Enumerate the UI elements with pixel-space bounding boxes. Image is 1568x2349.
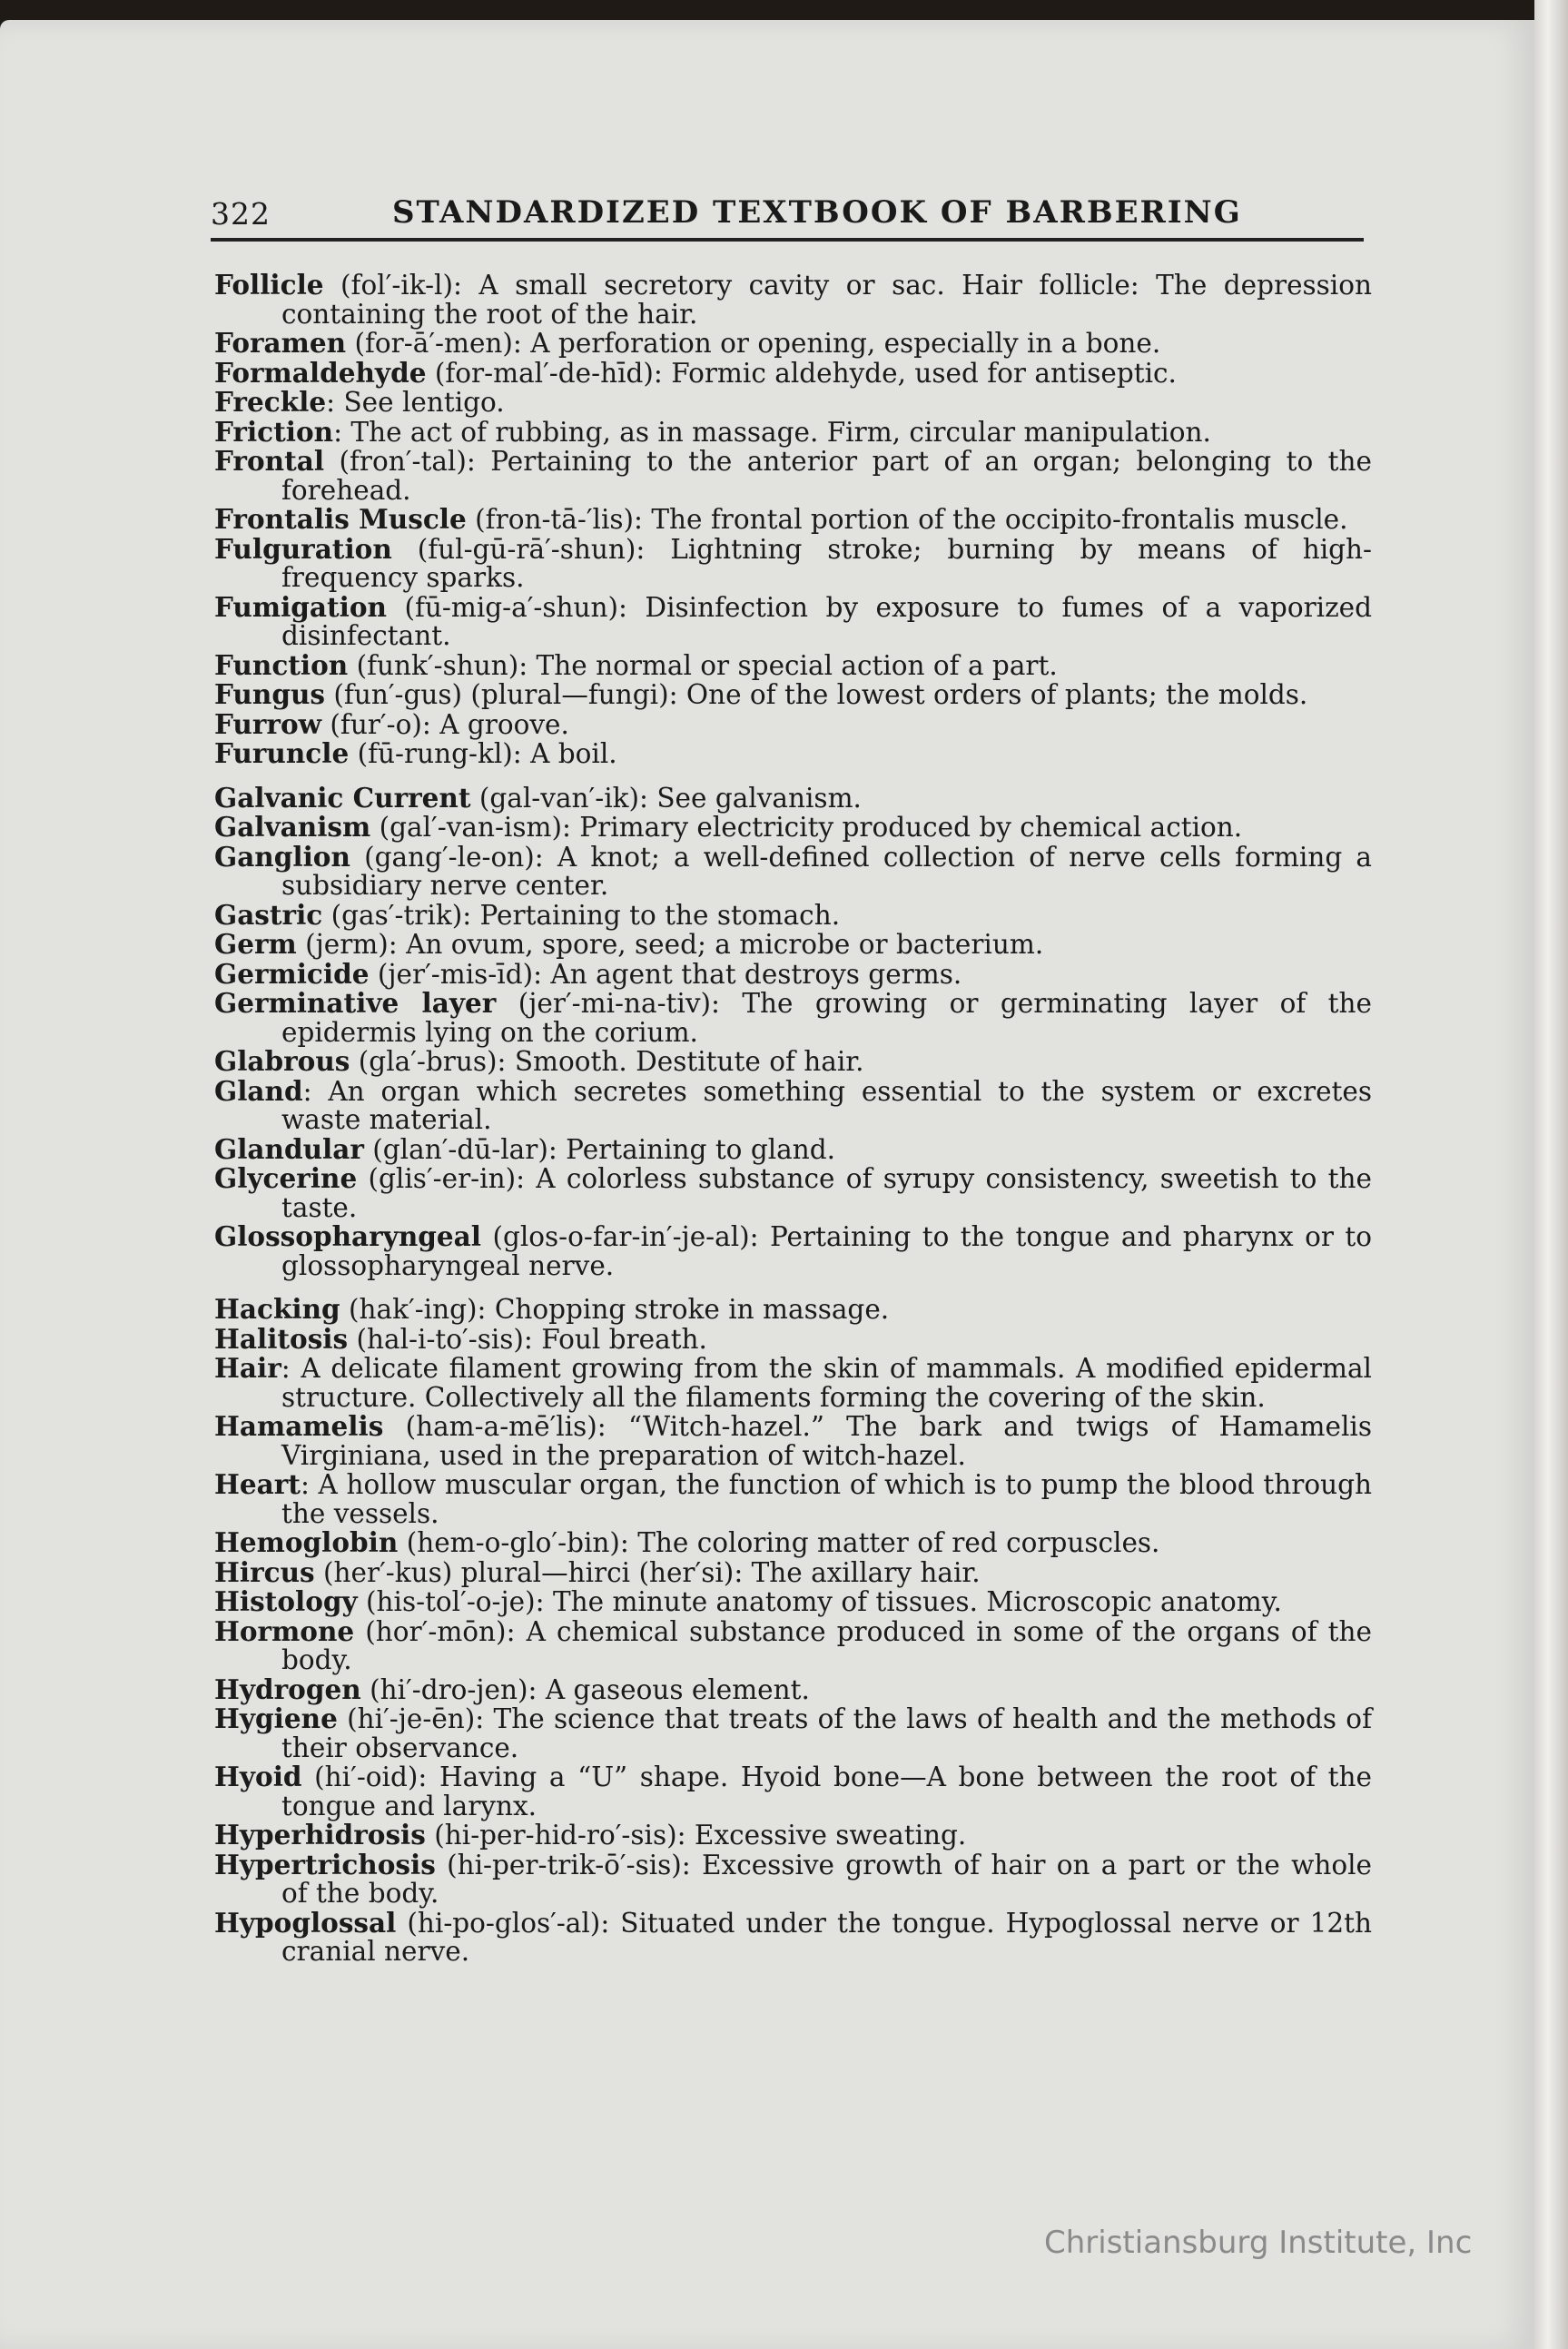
watermark: Christiansburg Institute, Inc <box>1044 2225 1473 2261</box>
entry-term: Fungus <box>214 678 326 710</box>
entry-term: Hyoid <box>214 1761 302 1792</box>
entry-term: Foramen <box>214 327 347 359</box>
entry-definition: (glan′-dū-lar): Pertaining to gland. <box>363 1133 835 1165</box>
entry-term: Glycerine <box>214 1162 358 1194</box>
entry-term: Gastric <box>214 898 323 931</box>
entry-definition: : The act of rubbing, as in massage. Firm, circular manipulation. <box>333 416 1211 448</box>
entry-definition: (funk′-shun): The normal or special action of a part. <box>348 649 1058 681</box>
entry-term: Hacking <box>214 1293 340 1325</box>
glossary-entry <box>214 840 1372 901</box>
entry-definition: (for-mal′-de-hīd): Formic aldehyde, used for antiseptic. <box>426 357 1177 389</box>
entry-term: Freckle <box>214 386 327 418</box>
entry-term: Glossopharyngeal <box>214 1220 482 1252</box>
entry-definition: (hi′-dro-jen): A gaseous element. <box>360 1673 810 1705</box>
entry-term: Follicle <box>214 269 324 301</box>
entry-definition: : See lentigo. <box>326 387 505 418</box>
entry-term: Hypoglossal <box>214 1906 397 1939</box>
entry-term: Germicide <box>214 957 370 990</box>
entry-term: Hydrogen <box>214 1673 361 1705</box>
glossary-entry <box>214 388 1372 418</box>
glossary-entry <box>214 1906 1372 1967</box>
entry-term: Gland <box>214 1074 303 1107</box>
entry-term: Heart <box>214 1468 301 1500</box>
entry-definition: (hi′-je-ēn): The science that treats of the laws of health and the methods of their observance. <box>281 1703 1372 1763</box>
entry-definition: (for-ā′-men): A perforation or opening, especially in a bone. <box>346 328 1161 359</box>
entry-definition: (her′-kus) plural—hirci (her′si): The axillary hair. <box>314 1556 981 1588</box>
entry-definition: (hak′-ing): Chopping stroke in massage. <box>340 1294 890 1325</box>
glossary-entry <box>214 781 1372 814</box>
entry-term: Furrow <box>214 707 322 740</box>
entry-term: Furuncle <box>214 737 350 769</box>
glossary-entry <box>214 898 1372 931</box>
page-header <box>211 187 1364 242</box>
entry-definition: (hem-o-glo′-bin): The coloring matter of red corpuscles. <box>398 1527 1160 1558</box>
glossary-entry <box>214 1821 1372 1851</box>
entry-term: Function <box>214 648 349 681</box>
glossary-entry <box>214 1614 1372 1675</box>
entry-term: Glandular <box>214 1132 364 1165</box>
entry-term: Fumigation <box>214 590 387 623</box>
glossary-entry <box>214 1164 1372 1222</box>
glossary-entry <box>214 1295 1372 1325</box>
entry-definition: (gas′-trik): Pertaining to the stomach. <box>322 899 841 931</box>
glossary-entry <box>214 1470 1372 1528</box>
entry-term: Hair <box>214 1352 281 1384</box>
entry-term: Hircus <box>214 1555 315 1588</box>
book-spine <box>1534 0 1568 2349</box>
glossary-entry <box>214 532 1372 593</box>
glossary-entry <box>214 590 1372 651</box>
entry-term: Formaldehyde <box>214 356 427 389</box>
glossary-entry <box>214 447 1372 505</box>
entry-definition: (gal′-van-ism): Primary electricity produced by chemical action. <box>370 812 1243 843</box>
glossary-entry <box>214 1074 1372 1135</box>
entry-term: Galvanic Current <box>214 781 471 814</box>
glossary-entry <box>214 505 1372 535</box>
entry-term: Galvanism <box>214 811 371 843</box>
glossary-entry <box>214 739 1372 769</box>
entry-term: Friction <box>214 415 334 448</box>
glossary-entry <box>214 989 1372 1047</box>
glossary-entry <box>214 930 1372 960</box>
entry-definition: (gla′-brus): Smooth. Destitute of hair. <box>350 1046 864 1077</box>
entry-definition: (hi-po-glos′-al): Situated under the tongue. Hypoglossal nerve or 12th cranial nerve. <box>281 1907 1372 1967</box>
entry-term: Ganglion <box>214 840 350 873</box>
glossary-entries <box>214 271 1372 1967</box>
entry-term: Frontalis Muscle <box>214 503 467 535</box>
glossary-entry <box>214 957 1372 990</box>
glossary-entry <box>214 1587 1372 1617</box>
entry-definition: (his-tol′-o-je): The minute anatomy of tissues. Microscopic anatomy. <box>357 1586 1282 1617</box>
entry-definition: (hi-per-trik-ō′-sis): Excessive growth of hair on a part or the whole of the body. <box>281 1849 1372 1909</box>
entry-term: Frontal <box>214 445 325 477</box>
glossary-entry <box>214 1354 1372 1412</box>
entry-definition: (jerm): An ovum, spore, seed; a microbe or bacterium. <box>296 929 1044 960</box>
entry-term: Germ <box>214 928 297 960</box>
glossary-entry <box>214 1704 1372 1762</box>
entry-term: Hygiene <box>214 1703 338 1734</box>
entry-definition: (gang′-le-on): A knot; a well-defined collection of nerve cells forming a subsidiary nerve center. <box>281 841 1372 901</box>
running-title: STANDARDIZED TEXTBOOK OF BARBERING <box>392 194 1242 231</box>
glossary-entry <box>214 680 1372 710</box>
glossary-entry <box>214 1555 1372 1588</box>
entry-term: Hyperhidrosis <box>214 1819 426 1851</box>
glossary-entry <box>214 1132 1372 1165</box>
glossary-entry <box>214 1528 1372 1558</box>
entry-term: Hemoglobin <box>214 1526 399 1558</box>
glossary-entry <box>214 356 1372 389</box>
glossary-entry <box>214 813 1372 843</box>
glossary-entry <box>214 271 1372 329</box>
glossary-entry <box>214 329 1372 359</box>
glossary-entry <box>214 648 1372 681</box>
entry-term: Germinative layer <box>214 987 497 1019</box>
glossary-entry <box>214 1675 1372 1705</box>
entry-definition: (fron-tā-′lis): The frontal portion of the occipito-frontalis muscle. <box>466 504 1348 535</box>
entry-definition: (hi-per-hid-ro′-sis): Excessive sweating. <box>425 1820 967 1851</box>
glossary-entry <box>214 415 1372 448</box>
entry-definition: : A delicate filament growing from the skin of mammals. A modified epidermal structure. Collectively all the filaments forming the covering of the skin. <box>281 1353 1372 1413</box>
entry-definition: (glis′-er-in): A colorless substance of syrupy consistency, sweetish to the taste. <box>281 1163 1372 1223</box>
page-number: 322 <box>211 196 271 232</box>
entry-term: Halitosis <box>214 1322 349 1355</box>
entry-definition: (ful-gū-rā′-shun): Lightning stroke; burning by means of high-frequency sparks. <box>281 533 1372 593</box>
entry-definition: (jer′-mi-na-tiv): The growing or germinating layer of the epidermis lying on the corium. <box>281 988 1372 1048</box>
glossary-entry <box>214 1412 1372 1470</box>
glossary-entry <box>214 707 1372 740</box>
glossary-entry <box>214 1222 1372 1280</box>
entry-term: Hypertrichosis <box>214 1848 436 1880</box>
entry-definition: (fū-rung-kl): A boil. <box>349 738 617 769</box>
entry-definition: (hal-i-to′-sis): Foul breath. <box>348 1323 707 1355</box>
entry-definition: (gal-van′-ik): See galvanism. <box>470 782 862 814</box>
entry-term: Hamamelis <box>214 1410 384 1442</box>
entry-definition: (fron′-tal): Pertaining to the anterior part of an organ; belonging to the forehead. <box>281 446 1372 506</box>
entry-definition: (fur′-o): A groove. <box>321 708 569 740</box>
entry-definition: (fū-mig-a′-shun): Disinfection by exposure to fumes of a vaporized disinfectant. <box>281 591 1372 651</box>
entry-definition: (hi′-oid): Having a “U” shape. Hyoid bone—A bone between the root of the tongue and larynx. <box>281 1762 1372 1821</box>
glossary-entry <box>214 1848 1372 1909</box>
entry-definition: (jer′-mis-īd): An agent that destroys germs. <box>369 958 962 990</box>
entry-definition: (glos-o-far-in′-je-al): Pertaining to the tongue and pharynx or to glossopharyngeal nerve. <box>281 1221 1372 1281</box>
entry-definition: (fun′-gus) (plural—fungi): One of the lowest orders of plants; the molds. <box>325 679 1308 710</box>
entry-definition: (ham-a-mē′lis): “Witch-hazel.” The bark and twigs of Hamamelis Virginiana, used in the preparation of witch-hazel. <box>281 1411 1372 1471</box>
entry-definition: (fol′-ik-l): A small secretory cavity or sac. Hair follicle: The depression containing the root of the hair. <box>281 270 1372 330</box>
entry-term: Histology <box>214 1585 358 1617</box>
entry-term: Glabrous <box>214 1045 350 1077</box>
group-gap <box>214 1280 1372 1295</box>
glossary-entry <box>214 1047 1372 1077</box>
entry-definition: : A hollow muscular organ, the function of which is to pump the blood through the vessels. <box>281 1469 1372 1529</box>
entry-definition: : An organ which secretes something essential to the system or excretes waste material. <box>281 1075 1372 1135</box>
entry-term: Hormone <box>214 1614 355 1647</box>
entry-term: Fulguration <box>214 532 392 565</box>
entry-definition: (hor′-mōn): A chemical substance produced in some of the organs of the body. <box>281 1615 1372 1675</box>
glossary-entry <box>214 1762 1372 1821</box>
glossary-entry <box>214 1322 1372 1355</box>
